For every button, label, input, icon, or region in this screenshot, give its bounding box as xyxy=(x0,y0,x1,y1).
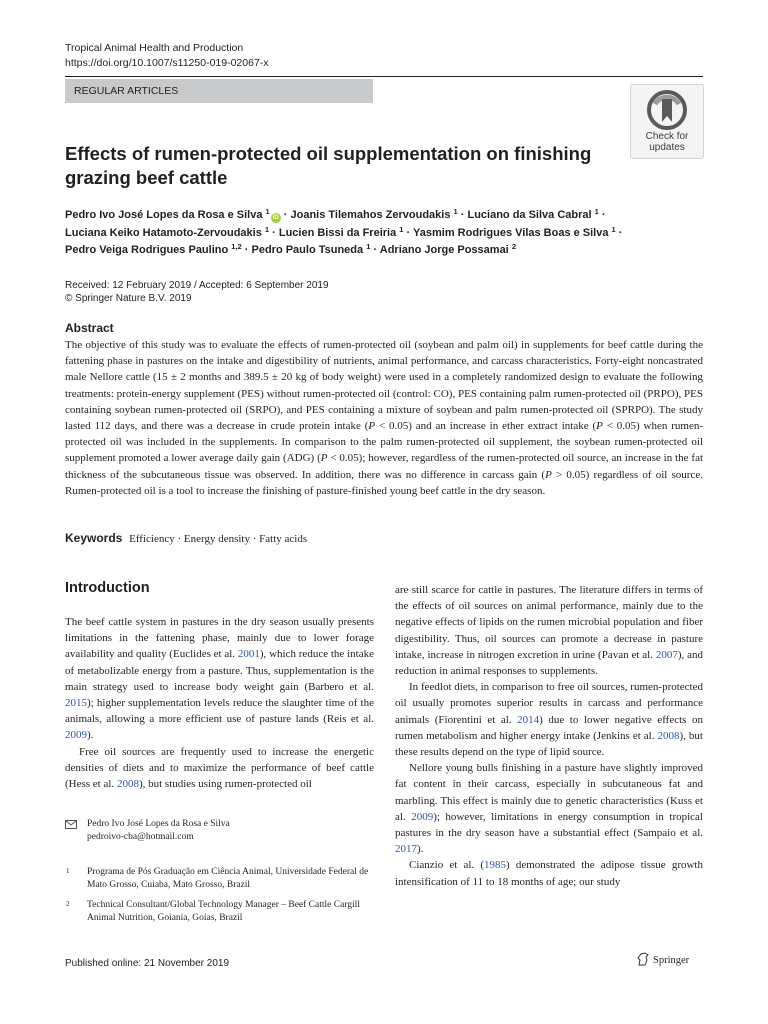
keyword: Energy density xyxy=(183,533,250,545)
author-list: Pedro Ivo José Lopes da Rosa e Silva $^1$iD · Joanis Tilemahos Zervoudakis $^1$ · Luciano da Silva Cabral $^1$ · Luciana Keiko Hatamoto-Zervoudakis $^1$ · Lucien Bissi da Freiria $^1$ · Yasmim Rodrigues Vilas Boas e Silva $^1$ · Pedro Veiga Rodrigues Paulino $^{1,2}$ · Pedro Paulo Tsuneda $^1$ · Adriano Jorge Possamai $^2$ xyxy=(65,207,623,256)
check-updates-icon xyxy=(647,90,687,130)
orcid-icon[interactable]: iD xyxy=(272,215,279,221)
section-label: REGULAR ARTICLES xyxy=(65,79,373,103)
left-column xyxy=(65,614,374,792)
paragraph: In feedlot diets, in comparison to free oil sources, rumen-protected oil usually promotes superior results in carcass and performance animals (Fiorentini et al. 2014) due to lower negative effects on rumen metabolism and higher energy intake (Jenkins et al. 2008), but these results depend on the type of lipid source. xyxy=(395,681,703,759)
keyword: Efficiency xyxy=(129,533,175,545)
citation-link[interactable]: 2007 xyxy=(655,648,678,661)
author[interactable]: Pedro Veiga Rodrigues Paulino $^{1,2}$ xyxy=(65,242,242,256)
keywords: Keywords Efficiency · Energy density · Fatty acids xyxy=(65,531,308,545)
citation-link[interactable]: 2017 xyxy=(395,843,417,856)
affiliation-2: 2 Technical Consultant/Global Technology Manager – Beef Cattle Cargill Animal Nutrition, Goiania, Goias, Brazil xyxy=(66,900,360,923)
author[interactable]: Lucien Bissi da Freiria $^1$ xyxy=(278,224,404,239)
author[interactable]: Pedro Ivo José Lopes da Rosa e Silva $^1$iD xyxy=(65,207,279,221)
citation-link[interactable]: 1985 xyxy=(484,859,506,872)
citation-link[interactable]: 2009 xyxy=(411,810,434,823)
author[interactable]: Luciano da Silva Cabral $^1$ xyxy=(467,207,599,221)
paragraph: The beef cattle system in pastures in the dry season usually presents limitations in the fattening phase, mainly due to lower forage availability and quality (Euclides et al. 2001), which reduce the intake of metabolizable energy from a pasture. Thus, supplementation is the main strategy used to increase body weight gain (Barbero et al. 2015); higher supplementation levels reduce the slaughter time of the animals, allowing a more efficient use of pasture lands (Reis et al. 2009). xyxy=(65,616,374,742)
header-rule xyxy=(65,76,703,77)
abstract-body: The objective of this study was to evaluate the effects of rumen-protected oil (soybean and palm oil) in supplements for beef cattle during the fattening phase in pastures on the intake and digestibility of nutrients, animal performance, and carcass characteristics. Forty-eight noncastrated male Nellore cattle (15 ± 2 months and 389.5 ± 20 kg of body weight) were used in a completely randomized design to evaluate the following treatments: protein-energy supplement (PES) without rumen-protected oil (control: CO), PES containing palm rumen-protected oil (PRPO), PES containing soybean rumen-protected oil (SRPO), and PES containing a mixture of soybean and palm rumen-protected oil (SPRPO). The study lasted 112 days, and there was a decrease in crude protein intake (P < 0.05) and an increase in ether extract intake (P < 0.05) when rumen-protected oil was included in the supplements. In comparison to the palm rumen-protected oil supplement, the soybean rumen-protected oil supplement promoted a lower average daily gain (ADG) (P < 0.05); however, regardless of the rumen-protected oil source, an increase in the fat thickness of the subcutaneous tissue was observed. In addition, there was no difference in carcass gain (P > 0.05) regardless of oil source. Rumen-protected oil is a tool to increase the finishing of pasture-finished young beef cattle in the dry season. xyxy=(65,339,704,497)
paragraph: Free oil sources are frequently used to increase the energetic densities of diets and to maximize the performance of beef cattle (Hess et al. 2008), but studies using rumen-protected oil xyxy=(65,745,374,791)
author[interactable]: Yasmim Rodrigues Vilas Boas e Silva $^1$ xyxy=(413,224,616,239)
citation-link[interactable]: 2014 xyxy=(517,713,540,726)
abstract-heading: Abstract xyxy=(65,321,114,335)
author[interactable]: Adriano Jorge Possamai $^2$ xyxy=(379,242,516,256)
paragraph: are still scarce for cattle in pastures. The literature differs in terms of the effects of oil sources on animal performance, mainly due to the negative effects of lipids on the rumen microbial population and fiber digestibility. Thus, oil sources can promote a decrease in pasture intake, increase in nitrogen excretion in urine (Pavan et al. 2007), and reduction in animal responses to supplements. xyxy=(395,584,704,678)
check-updates-label: Check for updates xyxy=(645,131,689,153)
received-accepted: Received: 12 February 2019 / Accepted: 6 September 2019 xyxy=(65,280,329,291)
doi-link[interactable]: https://doi.org/10.1007/s11250-019-02067-x xyxy=(65,57,269,69)
journal-header xyxy=(65,41,269,71)
corresponding-name: Pedro Ivo José Lopes da Rosa e Silva xyxy=(87,819,230,829)
springer-logo: Springer xyxy=(636,952,689,966)
corresponding-author xyxy=(65,818,374,844)
check-for-updates-badge[interactable] xyxy=(630,84,704,159)
author[interactable]: Luciana Keiko Hatamoto-Zervoudakis $^1$ xyxy=(65,224,270,239)
introduction-heading: Introduction xyxy=(65,580,150,596)
author[interactable]: Joanis Tilemahos Zervoudakis $^1$ xyxy=(290,207,458,221)
keywords-label: Keywords xyxy=(65,531,123,545)
citation-link[interactable]: 2001 xyxy=(237,648,260,661)
author[interactable]: Pedro Paulo Tsuneda $^1$ xyxy=(251,242,371,256)
citation-link[interactable]: 2009 xyxy=(65,729,87,742)
paragraph: Cianzio et al. (1985) demonstrated the adipose tissue growth intensification of 11 to 18 months of age; our study xyxy=(395,859,703,888)
journal-name: Tropical Animal Health and Production xyxy=(65,42,244,54)
springer-horse-icon xyxy=(636,952,650,966)
article-title: Effects of rumen-protected oil supplementation on finishing grazing beef cattle xyxy=(65,143,592,188)
copyright: © Springer Nature B.V. 2019 xyxy=(65,293,192,304)
article-dates xyxy=(65,279,329,305)
corresponding-email[interactable]: pedroivo-cba@hotmail.com xyxy=(87,832,194,842)
published-online: Published online: 21 November 2019 xyxy=(65,958,229,969)
citation-link[interactable]: 2015 xyxy=(65,697,87,710)
affiliation-1: 1 Programa de Pós Graduação em Ciência Animal, Universidade Federal de Mato Grosso, Cuiaba, Mato Grosso, Brazil xyxy=(66,867,369,890)
citation-link[interactable]: 2008 xyxy=(116,778,139,791)
paragraph: Nellore young bulls finishing in a pasture have slightly improved fat content in their carcass, especially in subcutaneous fat and marbling. This effect is mainly due to genetic characteristics (Kuss et al. 2009); however, limitations in energy consumption in tropical pastures in the dry season have a substantial effect (Sampaio et al. 2017). xyxy=(395,762,703,856)
citation-link[interactable]: 2008 xyxy=(657,729,680,742)
right-column xyxy=(395,582,703,890)
mail-icon xyxy=(65,820,77,829)
keyword: Fatty acids xyxy=(259,533,308,545)
